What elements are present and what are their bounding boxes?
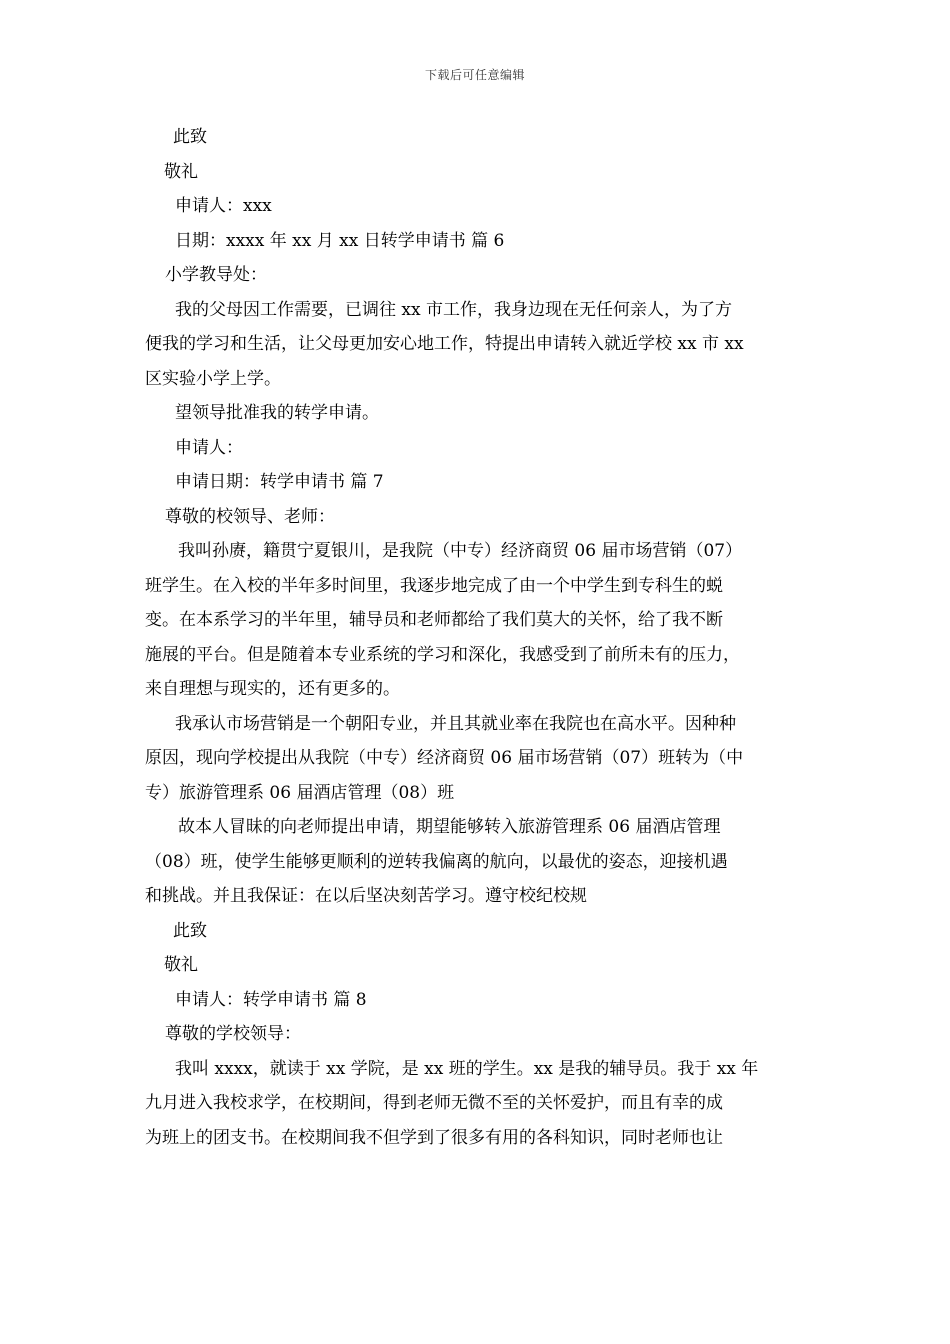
- paragraph-line: 区实验小学上学。: [145, 368, 281, 389]
- paragraph-line: 施展的平台。但是随着本专业系统的学习和深化，我感受到了前所未有的压力，: [145, 644, 740, 665]
- recipient-line: 尊敬的校领导、老师：: [165, 506, 335, 527]
- paragraph-line: （08）班，使学生能够更顺利的逆转我偏离的航向，以最优的姿态，迎接机遇: [145, 851, 728, 872]
- paragraph-line: 专）旅游管理系 06 届酒店管理（08）班: [145, 782, 455, 803]
- recipient-line: 小学教导处：: [165, 265, 267, 285]
- paragraph-line: 九月进入我校求学，在校期间，得到老师无微不至的关怀爱护，而且有幸的成: [145, 1093, 723, 1113]
- page-header: 下载后可任意编辑: [424, 68, 525, 82]
- paragraph-line: 原因，现向学校提出从我院（中专）经济商贸 06 届市场营销（07）班转为（中: [145, 748, 744, 768]
- closing-line: 此致: [173, 920, 207, 941]
- paragraph-line: 我叫 xxxx，就读于 xx 学院，是 xx 班的学生。xx 是我的辅导员。我于 xx 年: [175, 1058, 759, 1079]
- paragraph-line: 我承认市场营销是一个朝阳专业，并且其就业率在我院也在高水平。因种种: [175, 713, 736, 734]
- applicant-line: 申请人：: [175, 437, 243, 458]
- request-line: 望领导批准我的转学申请。: [175, 403, 379, 423]
- date-line: 日期：xxxx 年 xx 月 xx 日转学申请书 篇 6: [175, 230, 505, 251]
- closing-line: 此致: [173, 127, 207, 147]
- application-date-line: 申请日期：转学申请书 篇 7: [175, 472, 384, 492]
- applicant-line: 申请人：xxx: [175, 196, 272, 216]
- applicant-line: 申请人：转学申请书 篇 8: [175, 989, 367, 1010]
- recipient-line: 尊敬的学校领导：: [165, 1024, 301, 1044]
- paragraph-line: 变。在本系学习的半年里，辅导员和老师都给了我们莫大的关怀，给了我不断: [145, 610, 723, 630]
- paragraph-line: 我叫孙赓，籍贯宁夏银川，是我院（中专）经济商贸 06 届市场营销（07）: [178, 541, 743, 561]
- document-body: [145, 120, 825, 1155]
- paragraph-line: 为班上的团支书。在校期间我不但学到了很多有用的各科知识，同时老师也让: [145, 1127, 723, 1148]
- paragraph-line: 和挑战。并且我保证：在以后坚决刻苦学习。遵守校纪校规: [145, 886, 587, 906]
- paragraph-line: 班学生。在入校的半年多时间里，我逐步地完成了由一个中学生到专科生的蜕: [145, 575, 723, 596]
- paragraph-line: 来自理想与现实的，还有更多的。: [145, 679, 400, 699]
- salutation-line: 敬礼: [164, 161, 198, 182]
- paragraph-line: 故本人冒昧的向老师提出申请，期望能够转入旅游管理系 06 届酒店管理: [178, 817, 721, 837]
- paragraph-line: 便我的学习和生活，让父母更加安心地工作，特提出申请转入就近学校 xx 市 xx: [145, 334, 744, 354]
- salutation-line: 敬礼: [164, 955, 198, 975]
- paragraph-line: 我的父母因工作需要，已调往 xx 市工作，我身边现在无任何亲人，为了方: [175, 299, 732, 320]
